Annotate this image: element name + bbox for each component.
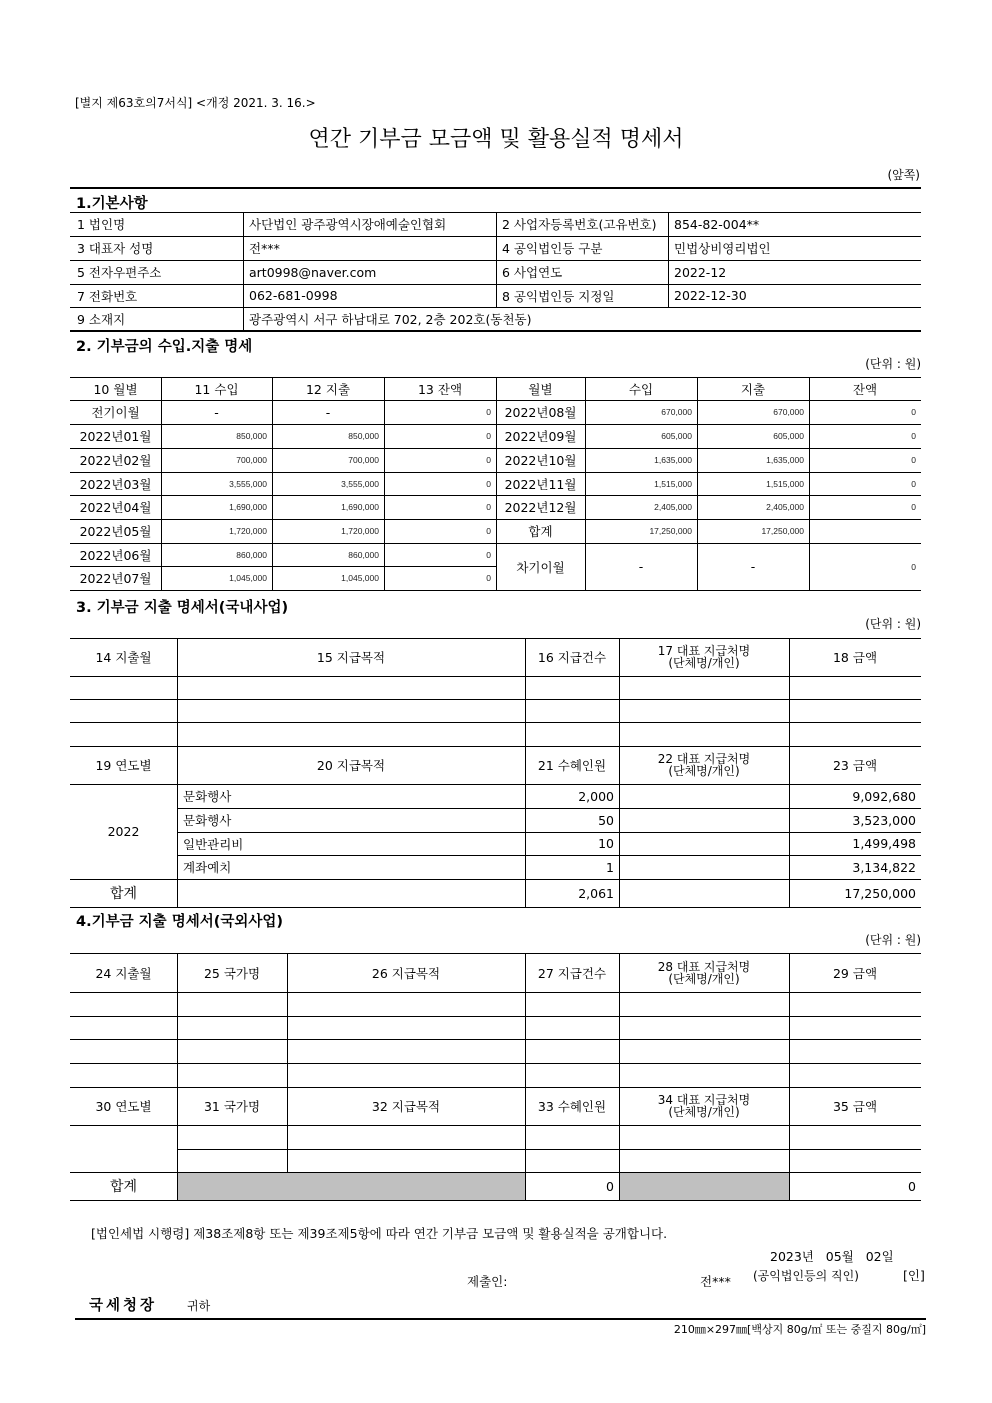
header-payee-line2: (단체명/개인) [668,1105,740,1119]
header-purpose: 15 지급목적 [316,650,386,665]
unit-label: (단위 : 원) [865,933,921,947]
payee-cell [620,784,788,808]
income-cell: 2,405,000 [654,502,692,512]
label-phone: 7 전화번호 [77,288,138,304]
label-business-year: 6 사업연도 [502,265,563,280]
income-cell: 1,635,000 [654,455,692,465]
expense-cell: 1,515,000 [766,478,804,489]
income-cell: 1,045,000 [229,573,267,583]
expense-cell: 860,000 [348,549,379,560]
header-amount: 18 금액 [832,650,878,665]
label-corp-name: 1 법인명 [77,217,126,232]
divider [75,1318,926,1320]
total-count: 2,061 [578,885,614,901]
balance-cell: 0 [486,573,491,583]
amount-cell: 3,523,000 [852,812,916,828]
header-country-2: 31 국가명 [203,1099,261,1114]
count-cell: 10 [598,836,614,851]
page-title: 연간 기부금 모금액 및 활용실적 명세서 [308,127,684,152]
header-beneficiaries: 33 수혜인원 [537,1099,607,1114]
header-balance-2: 잔액 [852,381,878,397]
balance-cell: 0 [486,549,491,560]
income-cell: 1,515,000 [654,478,692,489]
month-cell: 2022년05월 [79,524,152,539]
section4-heading: 4.기부금 지출 명세서(국외사업) [76,914,284,930]
month-cell: 2022년07월 [79,571,152,586]
expense-cell: 1,690,000 [341,502,379,512]
value-business-year: 2022-12 [674,264,727,280]
value-corp-type: 민법상비영리법인 [674,241,771,256]
header-payee-line1: 17 대표 지급처명 [657,644,751,658]
value-email: art0998@naver.com [249,264,377,280]
balance-cell: 0 [486,502,491,512]
expense-cell: 2,405,000 [766,502,804,512]
header-purpose-2: 20 지급목적 [316,758,386,773]
expense-cell: 3,555,000 [341,478,379,489]
unit-label: (단위 : 원) [865,617,921,631]
header-expense-month: 14 지출월 [95,650,152,665]
label-representative: 3 대표자 성명 [77,241,154,256]
income-cell: 670,000 [661,407,692,417]
header-payee-2 [619,746,789,784]
total-amount: 17,250,000 [844,885,916,901]
income-cell: - [214,404,219,420]
balance-cell: 0 [911,407,916,417]
label-corp-type: 4 공익법인등 구분 [502,241,603,256]
purpose-cell: 문화행사 [183,813,232,828]
header-income-2: 수입 [628,381,654,397]
label-email: 5 전자우편주소 [77,265,162,280]
total-amount: 0 [908,1178,916,1194]
header-payee-line1: 34 대표 지급처명 [657,1093,751,1107]
header-balance: 13 잔액 [417,381,463,397]
header-payee-line2: (단체명/개인) [668,971,740,986]
expense-cell: 1,720,000 [341,526,379,536]
shaded-cell [620,1173,789,1200]
balance-cell: 0 [911,478,916,489]
total-label: 합계 [109,1179,138,1195]
seal-label: [인] [903,1268,925,1283]
count-cell: 50 [598,812,614,828]
balance-cell: 0 [911,455,916,465]
expense-cell: 700,000 [348,455,379,465]
carry-label: 차기이월 [516,559,565,575]
expense-cell: 850,000 [348,431,379,441]
month-cell: 2022년09월 [504,429,577,444]
month-cell: 2022년01월 [79,429,152,444]
purpose-cell: 계좌예치 [183,860,232,875]
total-label: 합계 [109,886,138,902]
balance-cell: 0 [486,455,491,465]
month-cell: 2022년11월 [504,476,577,492]
income-cell: 860,000 [236,549,267,560]
total-expense: 17,250,000 [761,526,804,536]
count-cell: 2,000 [578,788,614,804]
value-address: 광주광역시 서구 하남대로 702, 2층 202호(동천동) [249,311,532,327]
balance-cell: 0 [911,502,916,512]
unit-label: (단위 : 원) [865,357,921,371]
value-phone: 062-681-0998 [249,288,338,303]
header-payee [619,953,789,992]
amount-cell: 3,134,822 [852,859,916,875]
total-label: 합계 [528,524,553,539]
label-address: 9 소재지 [77,311,126,327]
purpose-cell: 문화행사 [183,789,232,804]
year-cell: 2022 [107,824,140,839]
balance-cell: 0 [486,526,491,536]
expense-cell: 1,045,000 [341,573,379,583]
carry-balance: 0 [911,561,916,572]
income-cell: 700,000 [236,455,267,465]
amount-cell: 9,092,680 [852,788,916,804]
header-payee [619,638,789,676]
expense-cell: 670,000 [773,407,804,417]
header-beneficiaries: 21 수혜인원 [537,758,607,773]
value-designation-date: 2022-12-30 [674,288,747,303]
total-balance [809,519,921,543]
expense-cell: - [325,404,331,420]
header-month: 10 월별 [93,381,138,397]
purpose-cell: 일반관리비 [183,836,244,852]
section3-heading: 3. 기부금 지출 명세서(국내사업) [76,600,289,616]
expense-cell: 605,000 [773,431,804,441]
recipient: 국세청장 [89,1298,158,1314]
header-payee-line2: (단체명/개인) [668,764,740,778]
header-income: 11 수입 [194,381,239,397]
payee-cell [620,855,788,879]
total-income: 17,250,000 [649,526,692,536]
header-amount-2: 23 금액 [832,758,878,773]
header-expense-2: 지출 [740,381,766,397]
divider [70,187,921,189]
expense-cell: 1,635,000 [766,455,804,465]
header-purpose-2: 32 지급목적 [371,1099,441,1114]
header-payee-line1: 22 대표 지급처명 [657,752,751,766]
header-expense-month: 24 지출월 [95,965,152,981]
balance-cell: 0 [911,431,916,441]
month-cell: 전기이월 [91,405,140,420]
value-business-number: 854-82-004** [674,216,760,232]
income-cell: 1,720,000 [229,526,267,536]
paper-spec: 210㎜×297㎜[백상지 80g/㎡ 또는 중질지 80g/㎡] [673,1323,926,1336]
month-cell: 2022년10월 [504,453,577,468]
header-year: 19 연도별 [95,758,152,773]
disclosure-statement: [법인세법 시행령] 제38조제8항 또는 제39조제5항에 따라 연간 기부금 모금액 및 활용실적을 공개합니다. [91,1226,668,1241]
income-cell: 3,555,000 [229,478,267,489]
value-corp-name: 사단법인 광주광역시장애예술인협회 [249,217,447,232]
header-purpose: 26 지급목적 [371,965,441,981]
position-label: (공익법인등의 직인) [753,1269,859,1283]
submission-date: 2023년 05월 02일 [770,1249,894,1264]
income-cell: 1,690,000 [229,502,267,512]
section2-heading: 2. 기부금의 수입.지출 명세 [76,339,253,355]
payee-cell [620,832,788,855]
balance-cell: 0 [486,431,491,441]
header-expense: 12 지출 [305,381,351,397]
month-cell: 2022년12월 [504,500,577,515]
header-payee-line1: 28 대표 지급처명 [657,959,751,974]
submitter-label: 제출인: [467,1274,508,1289]
payee-cell [620,808,788,832]
header-year: 30 연도별 [95,1099,152,1114]
header-amount: 29 금액 [832,965,878,981]
header-payee-2 [619,1087,789,1125]
header-country: 25 국가명 [203,965,261,981]
month-cell: 2022년08월 [504,405,577,420]
submitter-name: 전*** [700,1274,731,1289]
carry-expense: - [750,559,756,574]
header-payment-count: 16 지급건수 [537,650,607,665]
label-designation-date: 8 공익법인등 지정일 [502,288,615,304]
count-cell: 1 [606,859,614,875]
section1-heading: 1.기본사항 [76,196,148,212]
label-business-number: 2 사업자등록번호(고유번호) [502,217,657,232]
header-month-2: 월별 [528,381,553,397]
month-cell: 2022년03월 [79,476,152,492]
month-cell: 2022년02월 [79,453,152,468]
income-cell: 850,000 [236,431,267,441]
carry-income: - [638,559,644,574]
month-cell: 2022년06월 [79,547,152,563]
income-cell: 605,000 [661,431,692,441]
total-count: 0 [606,1178,614,1194]
header-payee-line2: (단체명/개인) [668,656,740,670]
recipient-suffix: 귀하 [187,1299,211,1313]
header-payment-count: 27 지급건수 [537,965,607,981]
header-amount-2: 35 금액 [832,1099,878,1114]
balance-cell: 0 [486,407,491,417]
month-cell: 2022년04월 [79,500,152,515]
balance-cell: 0 [486,478,491,489]
page-side-label: (앞쪽) [887,168,920,182]
amount-cell: 1,499,498 [852,836,916,851]
shaded-cell [178,1173,525,1200]
form-reference: [별지 제63호의7서식] <개정 2021. 3. 16.> [75,96,316,110]
value-representative: 전*** [249,241,280,256]
